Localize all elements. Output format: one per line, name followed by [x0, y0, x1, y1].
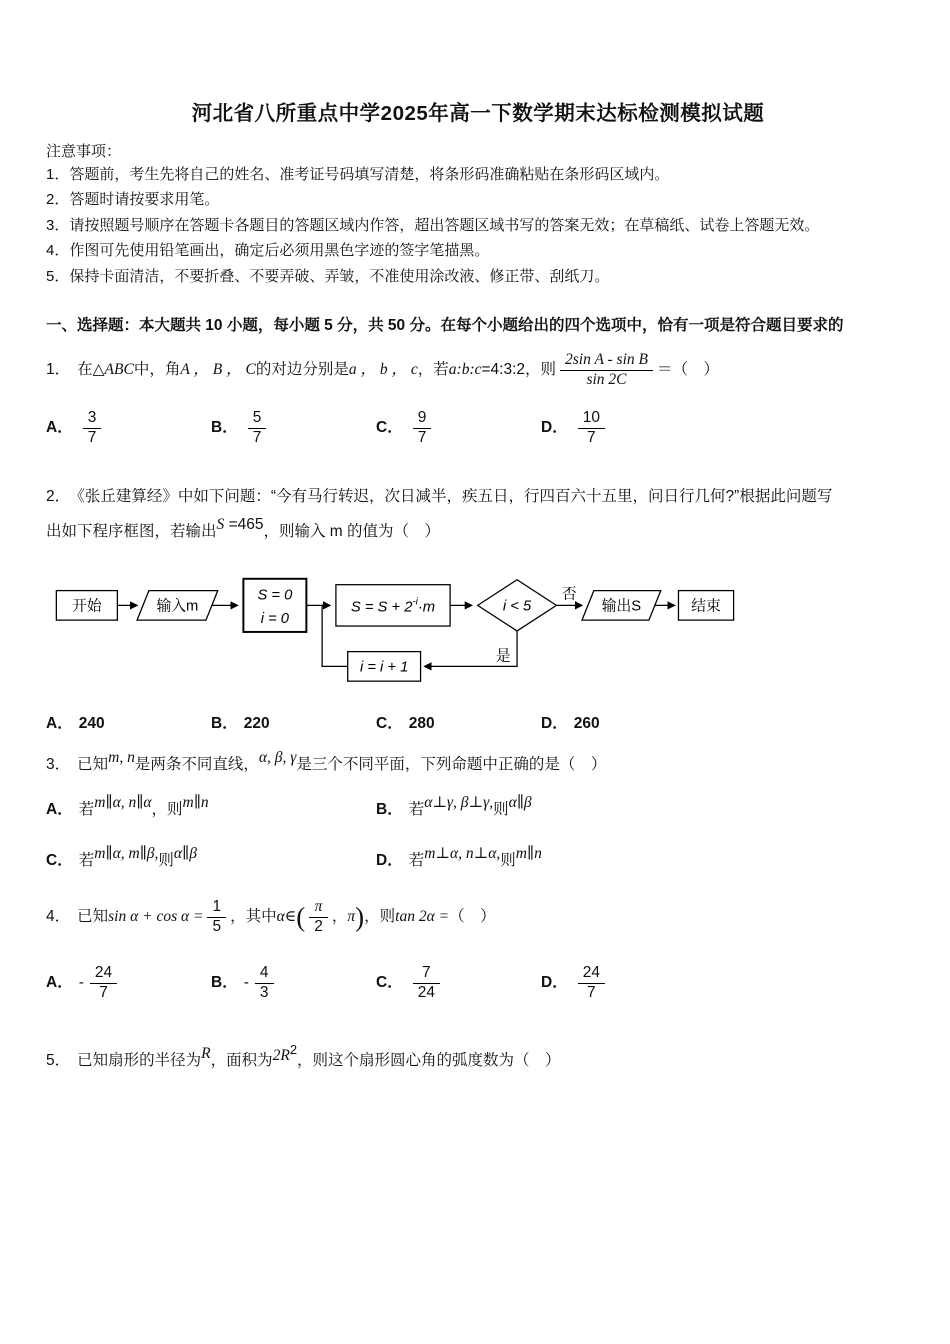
option-label: D．: [376, 852, 403, 870]
minus-sign: -: [78, 973, 84, 991]
option-d: [541, 964, 706, 1002]
option-text: 若: [408, 801, 425, 819]
left-paren: (: [296, 901, 306, 932]
math-tan2a: tan 2α =: [395, 907, 450, 925]
note-item-2: 2．答题时请按要求用笔。: [46, 191, 220, 209]
option-math: m⊥α, n⊥α,: [424, 845, 501, 863]
numerator: 9: [417, 409, 427, 427]
notes-header: 注意事项：: [46, 142, 122, 160]
math-lines-mn: m, n: [108, 749, 135, 767]
flowchart-yes-label: 是: [495, 648, 511, 665]
option-a: [46, 964, 211, 1002]
question-3: [46, 749, 910, 776]
question-4-text: ，其中: [230, 907, 277, 925]
question-1: [46, 351, 910, 389]
note-item-5: 5．保持卡面清洁，不要折叠、不要弄破、弄皱，不准使用涂改液、修正带、刮纸刀。: [46, 267, 610, 285]
question-1-blank: ＝（ ）: [656, 360, 719, 378]
denominator: 24: [413, 983, 440, 1003]
fraction: [413, 964, 440, 1002]
option-text: 则: [493, 801, 509, 819]
option-label: D．: [541, 715, 568, 733]
option-c: [376, 714, 541, 735]
flowchart-start-label: 开始: [72, 598, 102, 615]
option-label: C．: [376, 973, 403, 991]
option-math: m∥n: [515, 845, 542, 863]
numerator: 2sin A - sin B: [565, 351, 648, 369]
question-4: [46, 898, 910, 936]
question-3-text: 是两条不同直线，: [134, 756, 259, 774]
fraction: [413, 409, 432, 447]
option-d: [376, 845, 706, 872]
fraction: [207, 898, 226, 936]
page-title: 河北省八所重点中学2025年高一下数学期末达标检测模拟试题: [191, 102, 765, 125]
question-4-text: ，则: [364, 907, 396, 925]
denominator: 7: [578, 983, 605, 1003]
numerator: 10: [582, 409, 600, 427]
denominator: 7: [413, 428, 432, 448]
option-label: B．: [211, 973, 238, 991]
math-output-s: [217, 515, 264, 536]
denominator: 7: [578, 428, 605, 448]
option-a: [46, 714, 211, 735]
option-math: α∥β: [508, 794, 532, 812]
denominator: 3: [255, 983, 274, 1003]
question-2-line1: [46, 487, 910, 508]
option-label: D．: [541, 418, 568, 436]
numerator: 5: [252, 409, 262, 427]
flowchart-end-label: 结束: [691, 598, 721, 615]
question-5-text: ，则这个扇形圆心角的弧度数为（ ）: [297, 1051, 561, 1069]
option-math: m∥α, m∥β,: [94, 845, 159, 863]
option-label: A．: [46, 715, 73, 733]
fraction: [83, 409, 102, 447]
option-b: [376, 794, 706, 821]
question-4-blank: （ ）: [449, 907, 496, 925]
math-area-base: 2R: [272, 1047, 290, 1065]
question-5: [46, 1042, 910, 1074]
option-label: C．: [376, 418, 403, 436]
question-4-options: [46, 964, 910, 1002]
option-b: [211, 409, 376, 447]
option-c: [376, 964, 541, 1002]
flowchart-figure: [48, 565, 910, 698]
option-label: A．: [46, 418, 73, 436]
question-2-number: 2．: [46, 488, 71, 506]
option-b: [211, 714, 376, 735]
denominator: 7: [90, 983, 117, 1003]
fraction: [90, 964, 117, 1002]
flowchart-increment-label: i = i + 1: [359, 659, 409, 676]
minus-sign: -: [243, 973, 249, 991]
option-text: 若: [78, 801, 95, 819]
math-area: [273, 1041, 297, 1067]
numerator: 1: [212, 897, 222, 915]
option-label: B．: [376, 801, 403, 819]
section-heading: 一、选择题：本大题共 10 小题，每小题 5 分，共 50 分。在每个小题给出的四个选项中，恰有一项是符合题目要求的: [46, 317, 844, 335]
denominator: sin 2C: [560, 370, 653, 390]
note-item-1: 1．答题前，考生先将自己的姓名、准考证号码填写清楚，将条形码准确粘贴在条形码区域内。: [46, 165, 670, 183]
flowchart-init-label-2: i = 0: [260, 611, 290, 628]
option-text: 则: [500, 852, 516, 870]
option-value: 280: [408, 715, 435, 733]
note-item-3: 3．请按照题号顺序在答题卡各题目的答题区域内作答，超出答题区域书写的答案无效；在草稿纸、试卷上答题无效。: [46, 216, 820, 234]
flowchart-formula-label: $S = S + 2^{-i}\cdot m$: [350, 596, 436, 616]
option-math: m∥α, n∥α: [94, 794, 152, 812]
flowchart-output-label: 输出S: [601, 598, 642, 615]
math-sincos: sin α + cos α =: [108, 907, 204, 925]
denominator: 7: [83, 428, 102, 448]
option-label: B．: [211, 715, 238, 733]
question-1-text: 中，角: [133, 360, 181, 378]
question-5-number: 5．: [46, 1051, 71, 1069]
math-angles: A ， B ， C: [180, 360, 256, 378]
numerator: 24: [582, 964, 600, 982]
fraction: [578, 964, 605, 1002]
question-1-number: 1．: [46, 360, 71, 378]
fraction: [309, 898, 328, 936]
option-text: ，则: [151, 801, 183, 819]
question-2-text: ，则输入 m 的值为（ ）: [263, 523, 441, 541]
question-4-text: 已知: [77, 907, 109, 925]
option-label: C．: [376, 715, 403, 733]
numerator: 3: [87, 409, 97, 427]
numerator: π: [314, 897, 323, 915]
flowchart: [48, 565, 738, 691]
math-ratio: a:b:c: [448, 360, 482, 378]
option-d: [541, 714, 706, 735]
question-3-number: 3．: [46, 756, 71, 774]
question-1-text: 在: [77, 360, 93, 378]
option-value: 260: [573, 715, 600, 733]
interval-comma: ，: [331, 907, 348, 925]
math-s-value: =465: [224, 516, 264, 534]
option-value: 220: [243, 715, 270, 733]
numerator: 7: [422, 964, 431, 982]
note-item-4: 4．作图可先使用铅笔画出，确定后必须用黑色字迹的签字笔描黑。: [46, 242, 490, 260]
option-d: [541, 409, 706, 447]
math-triangle-abc: △ABC: [92, 360, 134, 378]
question-1-text: ，若: [417, 360, 449, 378]
option-value: 240: [78, 715, 105, 733]
option-text: 若: [408, 852, 425, 870]
math-alpha-in: α∈: [276, 907, 297, 925]
question-2-text: 出如下程序框图，若输出: [46, 523, 217, 541]
question-2-options: [46, 714, 910, 735]
math-pi: π: [347, 907, 356, 925]
option-label: A．: [46, 973, 73, 991]
question-3-options-row1: [46, 794, 910, 821]
option-text: 若: [78, 852, 95, 870]
flowchart-condition-label: i < 5: [502, 598, 532, 615]
question-4-number: 4．: [46, 907, 71, 925]
math-var-s: S: [216, 516, 225, 534]
option-math: α⊥γ, β⊥γ,: [424, 794, 494, 812]
fraction: [255, 964, 274, 1002]
question-3-text: 已知: [77, 756, 109, 774]
question-2: [46, 487, 910, 543]
option-a: [46, 794, 376, 821]
fraction: [248, 409, 267, 447]
fraction: [560, 351, 653, 389]
math-sides: a ， b ， c: [348, 360, 418, 378]
option-math: α∥β: [173, 845, 197, 863]
question-1-text: =4:3:2，则: [481, 360, 557, 378]
flowchart-no-label: 否: [561, 586, 577, 603]
question-1-options: [46, 409, 910, 447]
option-c: [46, 845, 376, 872]
flowchart-init-label-1: S = 0: [257, 587, 293, 604]
option-label: B．: [211, 418, 238, 436]
question-5-text: 已知扇形的半径为: [77, 1051, 202, 1069]
option-label: D．: [541, 973, 568, 991]
denominator: 2: [309, 917, 328, 937]
numerator: 4: [259, 964, 269, 982]
option-label: C．: [46, 852, 73, 870]
option-math: m∥n: [182, 794, 209, 812]
question-3-text: 是三个不同平面，下列命题中正确的是（ ）: [296, 756, 607, 774]
right-paren: ): [355, 901, 365, 932]
denominator: 7: [248, 428, 267, 448]
option-c: [376, 409, 541, 447]
option-b: [211, 964, 376, 1002]
math-planes: α, β, γ: [258, 749, 297, 767]
numerator: 24: [94, 964, 113, 982]
math-area-exponent: 2: [289, 1042, 298, 1058]
denominator: 5: [207, 917, 226, 937]
fraction: [578, 409, 605, 447]
question-2-line2: [46, 516, 910, 543]
math-radius: R: [201, 1044, 211, 1062]
question-1-text: 的对边分别是: [255, 360, 349, 378]
option-label: A．: [46, 801, 73, 819]
option-a: [46, 409, 211, 447]
option-text: 则: [158, 852, 174, 870]
flowchart-input-label: 输入m: [156, 598, 199, 615]
question-3-options-row2: [46, 845, 910, 872]
question-5-text: ，面积为: [210, 1051, 273, 1069]
question-2-text: 《张丘建算经》中如下问题：“今有马行转迟，次日减半，疾五日，行四百六十五里，问日行几何?”根据此问题写: [77, 488, 833, 506]
